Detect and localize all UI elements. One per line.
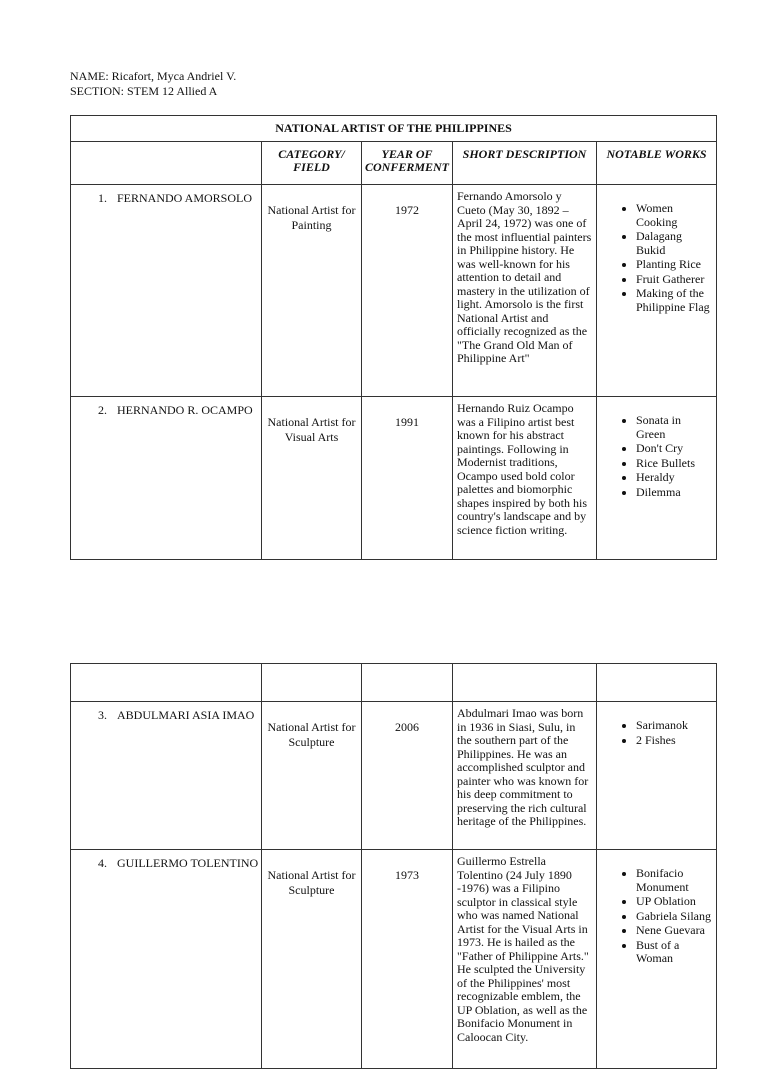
header-artist <box>71 142 262 185</box>
work-item: • Sarimanok <box>636 719 712 734</box>
table-title: NATIONAL ARTIST OF THE PHILIPPINES <box>71 116 717 142</box>
artist-name: FERNANDO AMORSOLO <box>117 191 253 205</box>
artist-name-cell <box>71 397 262 560</box>
table-row <box>71 185 717 397</box>
blank-cell <box>262 664 362 702</box>
header-description: SHORT DESCRIPTION <box>453 142 597 185</box>
header-category: CATEGORY/ FIELD <box>262 142 362 185</box>
artist-name-cell <box>71 702 262 850</box>
artist-description: Hernando Ruiz Ocampo was a Filipino artist best known for his abstract paintings. Following in Modernist traditions, Ocampo used bold color palettes and biomorphic shapes inspired by both his country's landscape and by science fiction writing. <box>453 397 597 560</box>
artist-category: National Artist for Sculpture <box>262 702 362 850</box>
artist-category: National Artist for Painting <box>262 185 362 397</box>
work-item: • Rice Bullets <box>636 457 712 472</box>
artist-category: National Artist for Visual Arts <box>262 397 362 560</box>
artist-name-cell <box>71 185 262 397</box>
artist-year: 1973 <box>362 850 453 1069</box>
work-item: • Bust of a Woman <box>636 939 712 967</box>
header-year: YEAR OF CONFERMENT <box>362 142 453 185</box>
work-item: • Making of the Philippine Flag <box>636 287 712 315</box>
artists-table-page1 <box>70 115 717 560</box>
artist-number: 1. <box>98 191 107 205</box>
student-section: SECTION: STEM 12 Allied A <box>70 84 218 98</box>
table-row <box>71 702 717 850</box>
table-row <box>71 397 717 560</box>
work-item: • Women Cooking <box>636 202 712 230</box>
artist-works <box>597 185 717 397</box>
work-item: • Dalagang Bukid <box>636 230 712 258</box>
artist-description: Fernando Amorsolo y Cueto (May 30, 1892 – April 24, 1972) was one of the most influential painters in Philippine history. He was well-known for his attention to detail and mastery in the utilization of light. Amorsolo is the first National Artist and officially recognized as the "The Grand Old Man of Philippine Art" <box>453 185 597 397</box>
table-row <box>71 850 717 1069</box>
work-item: • UP Oblation <box>636 895 712 910</box>
blank-cell <box>597 664 717 702</box>
blank-cell <box>71 664 262 702</box>
artist-description: Abdulmari Imao was born in 1936 in Siasi, Sulu, in the southern part of the Philippines. He was an accomplished sculptor and painter who was known for his deep commitment to preserving the rich cultural heritage of the Philippines. <box>453 702 597 850</box>
artist-number: 3. <box>98 708 107 722</box>
work-item: • Dilemma <box>636 486 712 501</box>
artist-number: 2. <box>98 403 107 417</box>
artist-name: GUILLERMO TOLENTINO <box>117 856 259 870</box>
student-info <box>70 69 236 99</box>
blank-header-row <box>71 664 717 702</box>
work-item: • Nene Guevara <box>636 924 712 939</box>
work-item: • 2 Fishes <box>636 734 712 749</box>
header-works: NOTABLE WORKS <box>597 142 717 185</box>
artists-table-page2 <box>70 663 717 1069</box>
work-item: • Bonifacio Monument <box>636 867 712 895</box>
work-item: • Heraldy <box>636 471 712 486</box>
work-item: • Gabriela Silang <box>636 910 712 925</box>
artist-category: National Artist for Sculpture <box>262 850 362 1069</box>
work-item: • Planting Rice <box>636 258 712 273</box>
work-item: • Don't Cry <box>636 442 712 457</box>
artist-name: HERNANDO R. OCAMPO <box>117 403 253 417</box>
artist-year: 1991 <box>362 397 453 560</box>
work-item: • Sonata in Green <box>636 414 712 442</box>
blank-cell <box>362 664 453 702</box>
artist-name: ABDULMARI ASIA IMAO <box>117 708 255 722</box>
artist-works <box>597 702 717 850</box>
artist-year: 2006 <box>362 702 453 850</box>
student-name: NAME: Ricafort, Myca Andriel V. <box>70 69 237 83</box>
artist-works <box>597 397 717 560</box>
artist-number: 4. <box>98 856 107 870</box>
blank-cell <box>453 664 597 702</box>
artist-year: 1972 <box>362 185 453 397</box>
artist-works <box>597 850 717 1069</box>
work-item: • Fruit Gatherer <box>636 273 712 288</box>
artist-description: Guillermo Estrella Tolentino (24 July 1890 -1976) was a Filipino sculptor in classical style who was named National Artist for the Visual Arts in 1973. He is hailed as the "Father of Philippine Arts." He sculpted the University of the Philippines' most recognizable emblem, the UP Oblation, as well as the Bonifacio Monument in Caloocan City. <box>453 850 597 1069</box>
artist-name-cell <box>71 850 262 1069</box>
